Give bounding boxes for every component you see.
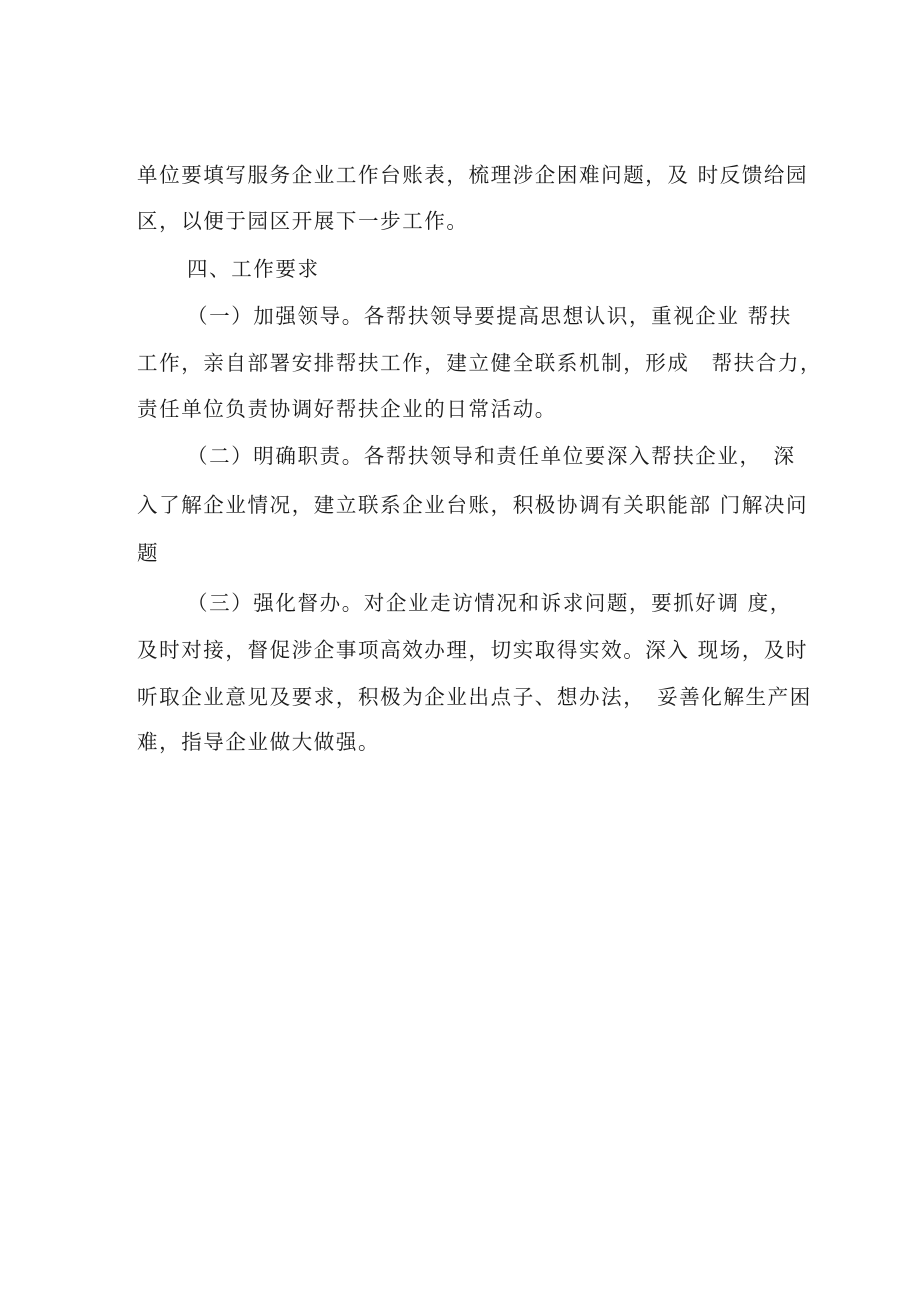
item2-line-3: 题 bbox=[137, 541, 160, 565]
continuation-line-2: 区，以便于园区开展下一步工作。 bbox=[137, 209, 469, 233]
item3-line-3: 听取企业意见及要求，积极为企业出点子、想办法， 妥善化解生产困 bbox=[137, 685, 812, 709]
item2-line-2: 入了解企业情况，建立联系企业台账，积极协调有关职能部 门解决问 bbox=[137, 493, 809, 517]
item1-line-2: 工作，亲自部署安排帮扶工作，建立健全联系机制，形成 帮扶合力， bbox=[137, 351, 823, 375]
item2-line-1: （二）明确职责。各帮扶领导和责任单位要深入帮扶企业， 深 bbox=[187, 444, 796, 468]
continuation-line-1: 单位要填写服务企业工作台账表，梳理涉企困难问题，及 时反馈给园 bbox=[137, 163, 809, 187]
item3-line-2: 及时对接，督促涉企事项高效办理，切实取得实效。深入 现场，及时 bbox=[137, 638, 809, 662]
item3-line-4: 难，指导企业做大做强。 bbox=[137, 730, 381, 754]
section-heading: 四、工作要求 bbox=[187, 257, 320, 281]
item3-line-1: （三）强化督办。对企业走访情况和诉求问题，要抓好调 度， bbox=[187, 591, 792, 615]
item1-line-3: 责任单位负责协调好帮扶企业的日常活动。 bbox=[137, 397, 557, 421]
item1-line-1: （一）加强领导。各帮扶领导要提高思想认识，重视企业 帮扶 bbox=[187, 304, 792, 328]
